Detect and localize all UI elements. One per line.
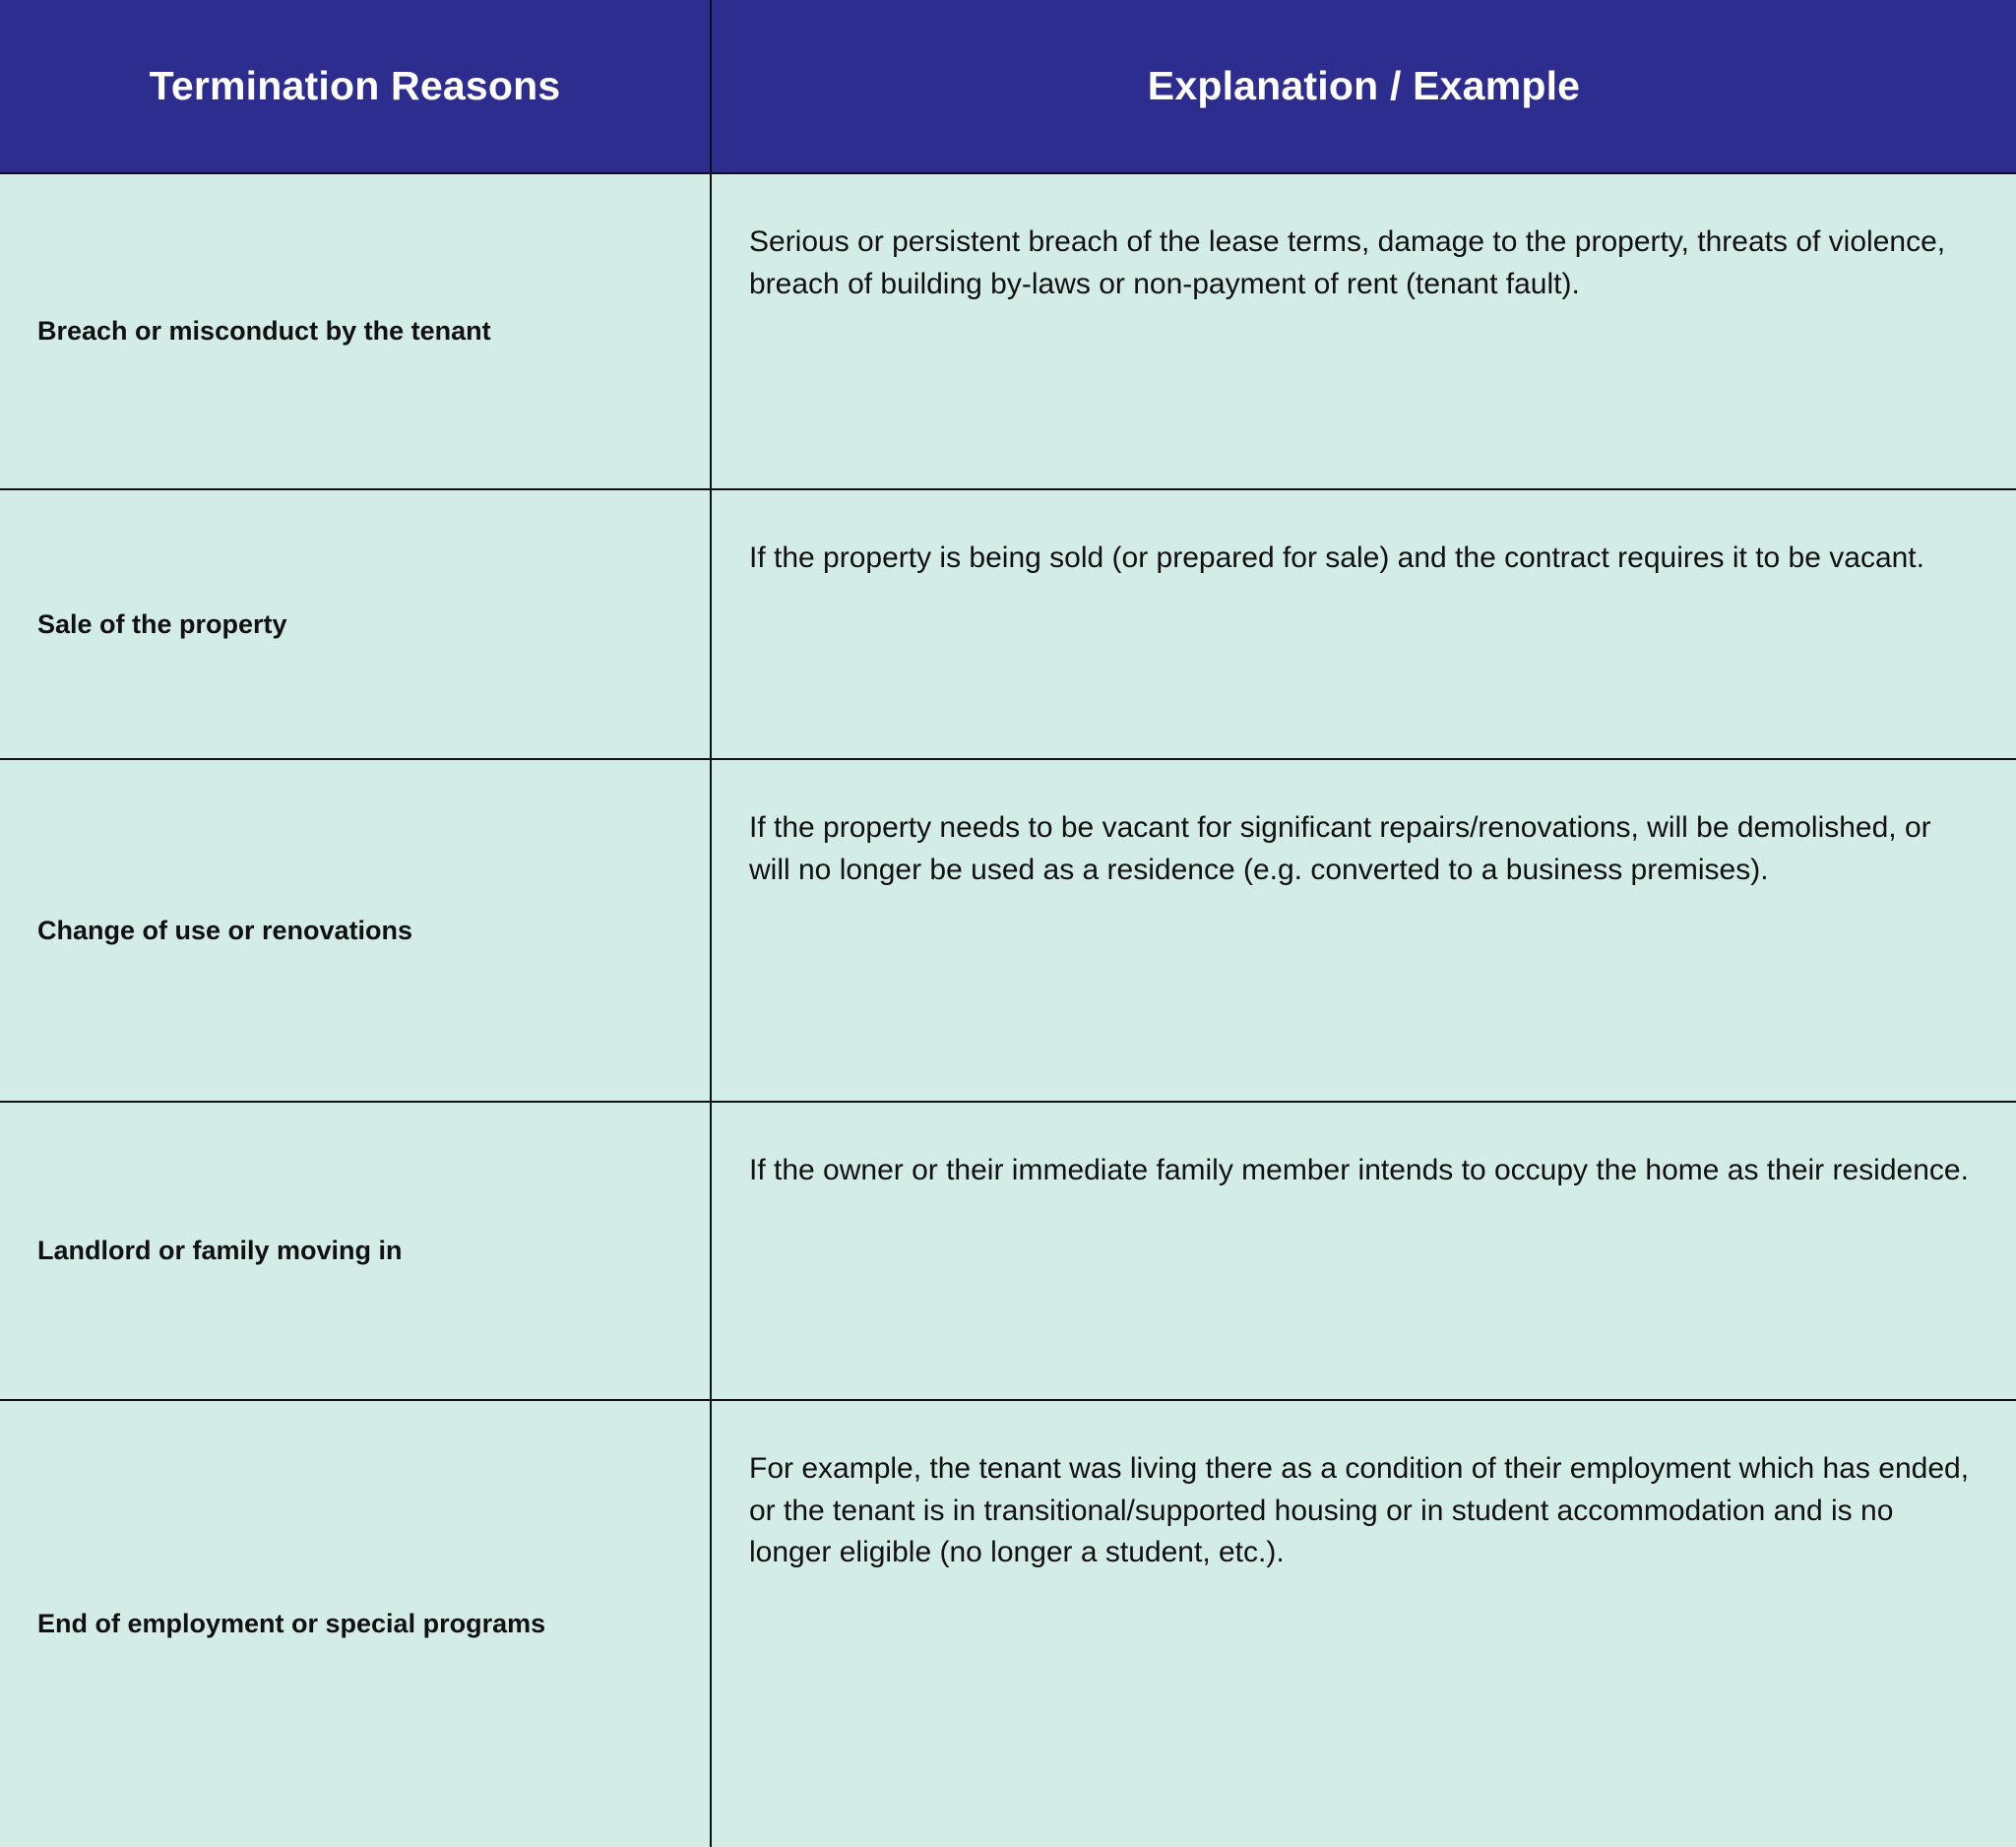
cell-reason: Landlord or family moving in [0, 1102, 711, 1400]
cell-reason: Change of use or renovations [0, 759, 711, 1102]
column-header-explanation-example: Explanation / Example [711, 0, 2016, 173]
table-row [0, 1102, 2016, 1400]
cell-explanation: Serious or persistent breach of the lease terms, damage to the property, threats of violence, breach of building by-laws or non-payment of rent (tenant fault). [711, 173, 2016, 489]
table-header-row [0, 0, 2016, 173]
table-body [0, 173, 2016, 1847]
cell-reason: Breach or misconduct by the tenant [0, 173, 711, 489]
table-row [0, 489, 2016, 759]
cell-reason: End of employment or special programs [0, 1400, 711, 1847]
cell-explanation: If the property is being sold (or prepared for sale) and the contract requires it to be vacant. [711, 489, 2016, 759]
table-row [0, 173, 2016, 489]
column-header-termination-reasons: Termination Reasons [0, 0, 711, 173]
cell-explanation: If the property needs to be vacant for significant repairs/renovations, will be demolished, or will no longer be used as a residence (e.g. converted to a business premises). [711, 759, 2016, 1102]
table-header [0, 0, 2016, 173]
cell-reason: Sale of the property [0, 489, 711, 759]
table-row [0, 759, 2016, 1102]
table-row [0, 1400, 2016, 1847]
cell-explanation: If the owner or their immediate family member intends to occupy the home as their residence. [711, 1102, 2016, 1400]
cell-explanation: For example, the tenant was living there as a condition of their employment which has ended, or the tenant is in transitional/supported housing or in student accommodation and is no longer eligible (no longer a student, etc.). [711, 1400, 2016, 1847]
